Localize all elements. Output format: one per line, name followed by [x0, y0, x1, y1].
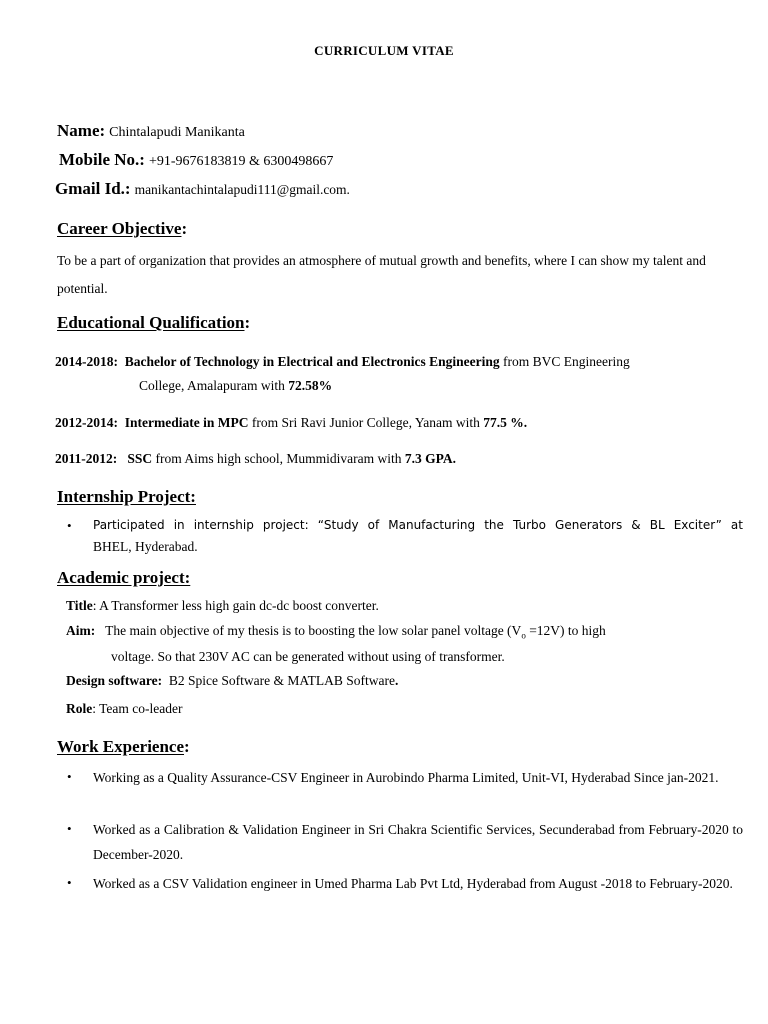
internship-item	[67, 514, 743, 558]
bullet-icon: •	[67, 821, 72, 836]
education-item-ssc	[55, 451, 456, 467]
academic-aim-label: Aim:	[66, 623, 96, 638]
work-item	[67, 765, 743, 790]
work-item-text: Working as a Quality Assurance-CSV Engineer in Aurobindo Pharma Limited, Unit-VI, Hyderabad Since jan-2021.	[93, 770, 719, 785]
education-years: 2014-2018:	[55, 354, 118, 369]
gmail-row	[55, 179, 350, 199]
work-item-text: Worked as a CSV Validation engineer in Umed Pharma Lab Pvt Ltd, Hyderabad from August -2018 to February-2020.	[93, 876, 733, 891]
education-score: 72.58%	[288, 378, 333, 393]
academic-aim-subscript: o	[521, 630, 526, 641]
academic-aim-row	[66, 623, 606, 641]
education-degree: Bachelor of Technology in Electrical and Electronics Engineering	[124, 354, 500, 369]
education-heading	[57, 313, 250, 333]
name-row	[57, 121, 245, 141]
name-value: Chintalapudi Manikanta	[109, 125, 245, 140]
education-heading-text: Educational Qualification	[57, 313, 245, 332]
internship-text-line2: BHEL, Hyderabad.	[93, 539, 198, 554]
career-heading-text: Career Objective	[57, 219, 182, 238]
academic-role-value: : Team co-leader	[92, 701, 183, 716]
work-item	[67, 871, 743, 896]
document-title: CURRICULUM VITAE	[314, 43, 454, 58]
education-institution: from Aims high school, Mummidivaram with	[152, 451, 405, 466]
academic-software-dot: .	[394, 673, 399, 688]
career-heading-colon: :	[181, 219, 188, 238]
work-heading	[57, 737, 190, 757]
education-institution-cont: College, Amalapuram with	[139, 378, 289, 393]
academic-title-row	[66, 598, 379, 614]
education-degree: SSC	[127, 451, 153, 466]
education-item-inter	[55, 415, 527, 431]
academic-aim-line2: voltage. So that 230V AC can be generated without using of transformer.	[111, 649, 505, 664]
academic-heading: Academic project:	[57, 568, 191, 587]
career-heading	[57, 219, 187, 239]
bullet-icon: •	[67, 769, 72, 784]
education-score: 77.5 %.	[483, 415, 528, 430]
bullet-icon: •	[67, 518, 72, 533]
education-item-btech	[55, 354, 630, 370]
education-heading-colon: :	[244, 313, 251, 332]
mobile-row	[59, 150, 333, 170]
education-item-btech-line2	[139, 378, 332, 394]
academic-title-label: Title	[66, 598, 93, 613]
work-item-text: Worked as a Calibration & Validation Engineer in Sri Chakra Scientific Services, Secunderabad from February-2020 to December-2020.	[93, 822, 743, 862]
internship-heading: Internship Project:	[57, 487, 196, 506]
bullet-icon: •	[67, 875, 72, 890]
academic-software-value: B2 Spice Software & MATLAB Software	[168, 673, 395, 688]
education-institution: from BVC Engineering	[499, 354, 630, 369]
mobile-label: Mobile No.:	[59, 150, 145, 169]
education-years: 2011-2012:	[55, 451, 118, 466]
education-score: 7.3 GPA.	[404, 451, 457, 466]
academic-software-row	[66, 673, 398, 689]
mobile-value: +91-9676183819 & 6300498667	[148, 154, 334, 169]
work-heading-text: Work Experience	[57, 737, 185, 756]
education-degree: Intermediate in MPC	[124, 415, 249, 430]
gmail-label: Gmail Id.:	[55, 179, 131, 198]
career-text: To be a part of organization that provides an atmosphere of mutual growth and benefits, where I can show my talent and potential.	[57, 253, 706, 296]
work-heading-colon: :	[184, 737, 190, 756]
education-years: 2012-2014:	[55, 415, 118, 430]
internship-text: Participated in internship project: “Study of Manufacturing the Turbo Generators & BL Exciter” at	[93, 518, 743, 532]
academic-role-row	[66, 701, 183, 717]
gmail-value: manikantachintalapudi111@gmail.com.	[134, 182, 350, 197]
name-label: Name:	[57, 121, 106, 140]
academic-role-label: Role	[66, 701, 93, 716]
work-item	[67, 817, 743, 867]
academic-software-label: Design software:	[66, 673, 163, 688]
academic-aim-value-end: =12V) to high	[525, 623, 606, 638]
education-institution: from Sri Ravi Junior College, Yanam with	[248, 415, 484, 430]
academic-title-value: : A Transformer less high gain dc-dc boost converter.	[92, 598, 379, 613]
academic-aim-value: The main objective of my thesis is to boosting the low solar panel voltage (V	[105, 623, 522, 638]
